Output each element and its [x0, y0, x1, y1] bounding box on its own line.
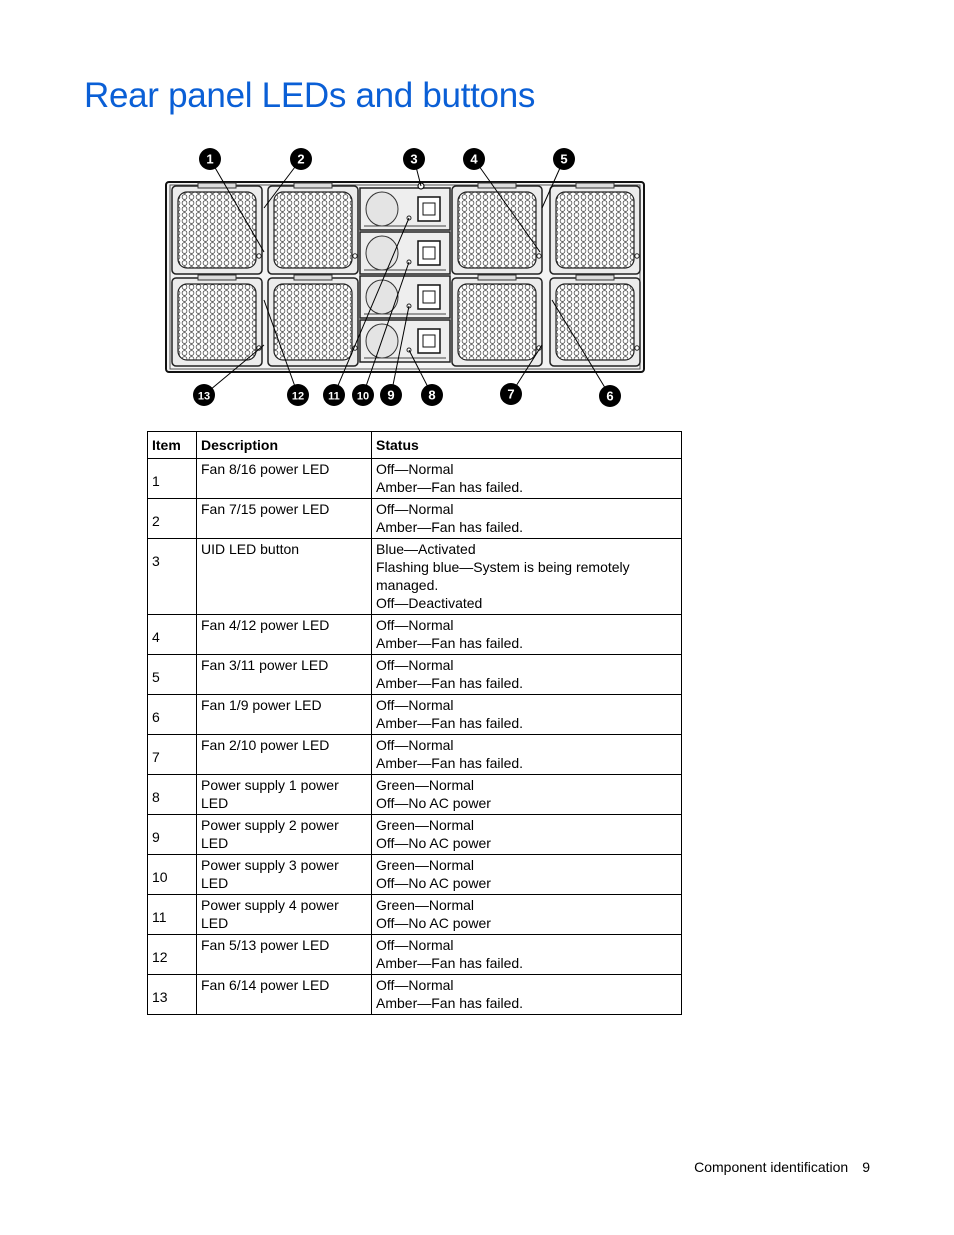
status-cell — [372, 539, 682, 615]
item-cell: 1 — [148, 459, 197, 499]
description-cell: Fan 2/10 power LED — [197, 735, 372, 775]
description-cell: Fan 6/14 power LED — [197, 975, 372, 1015]
status-line: Off—Normal — [376, 617, 454, 633]
table-row — [148, 695, 682, 735]
description-cell: Fan 8/16 power LED — [197, 459, 372, 499]
callout-number: 4 — [470, 151, 478, 167]
callout-marker — [323, 384, 345, 406]
callout-marker — [421, 384, 443, 406]
item-cell: 7 — [148, 735, 197, 775]
table-body — [148, 459, 682, 1015]
callout-number: 5 — [560, 151, 568, 167]
status-cell — [372, 615, 682, 655]
fan-module — [452, 183, 542, 274]
fan-led-icon — [257, 254, 261, 258]
status-line: Amber—Fan has failed. — [376, 635, 524, 651]
status-line: Amber—Fan has failed. — [376, 955, 524, 971]
status-cell — [372, 459, 682, 499]
power-supply — [360, 188, 450, 230]
callout-number: 11 — [328, 390, 340, 403]
status-cell — [372, 695, 682, 735]
callout-marker — [199, 148, 221, 170]
callout-number: 13 — [197, 390, 211, 403]
table-row — [148, 735, 682, 775]
status-cell — [372, 815, 682, 855]
rear-panel-figure — [160, 140, 652, 412]
status-line: Off—Normal — [376, 461, 454, 477]
callout-number: 3 — [410, 151, 418, 167]
table-row — [148, 459, 682, 499]
status-line: Green—Normal — [376, 897, 475, 913]
item-cell: 13 — [148, 975, 197, 1015]
item-cell: 10 — [148, 855, 197, 895]
page-footer — [694, 1159, 870, 1175]
callout-marker — [500, 383, 522, 405]
status-line: Flashing blue—System is being remotely managed. — [376, 559, 630, 593]
fan-led-icon — [537, 254, 541, 258]
item-cell: 12 — [148, 935, 197, 975]
callout-number: 10 — [356, 390, 370, 403]
description-cell: UID LED button — [197, 539, 372, 615]
table-row — [148, 855, 682, 895]
status-line: Amber—Fan has failed. — [376, 755, 524, 771]
callout-number: 12 — [291, 390, 305, 403]
callout-number: 7 — [507, 386, 515, 402]
description-cell: Power supply 4 power LED — [197, 895, 372, 935]
status-cell — [372, 655, 682, 695]
power-supply — [360, 276, 450, 318]
status-line: Off—Normal — [376, 697, 454, 713]
callout-number: 9 — [387, 387, 395, 403]
status-line: Green—Normal — [376, 817, 475, 833]
status-cell — [372, 935, 682, 975]
table-row — [148, 975, 682, 1015]
description-cell: Fan 1/9 power LED — [197, 695, 372, 735]
callout-marker — [553, 148, 575, 170]
status-line: Off—No AC power — [376, 915, 491, 931]
callout-marker — [287, 384, 309, 406]
status-cell — [372, 895, 682, 935]
status-line: Off—No AC power — [376, 835, 491, 851]
status-cell — [372, 975, 682, 1015]
fan-module — [550, 275, 640, 366]
header-description: Description — [197, 432, 372, 459]
table-row — [148, 935, 682, 975]
item-cell: 5 — [148, 655, 197, 695]
item-cell: 3 — [148, 539, 197, 615]
description-cell: Power supply 1 power LED — [197, 775, 372, 815]
status-line: Blue—Activated — [376, 541, 476, 557]
description-cell: Fan 3/11 power LED — [197, 655, 372, 695]
status-line: Off—Deactivated — [376, 595, 483, 611]
fan-module — [268, 275, 358, 366]
table-row — [148, 615, 682, 655]
fan-led-icon — [353, 254, 357, 258]
callout-number: 8 — [428, 387, 436, 403]
description-cell: Power supply 2 power LED — [197, 815, 372, 855]
callout-marker — [352, 384, 374, 406]
status-cell — [372, 499, 682, 539]
header-item: Item — [148, 432, 197, 459]
table-row — [148, 815, 682, 855]
item-cell: 11 — [148, 895, 197, 935]
callout-marker — [290, 148, 312, 170]
status-line: Off—Normal — [376, 501, 454, 517]
item-cell: 4 — [148, 615, 197, 655]
fan-module — [550, 183, 640, 274]
power-supply — [360, 232, 450, 274]
fan-module — [452, 275, 542, 366]
table-header-row — [148, 432, 682, 459]
status-line: Off—Normal — [376, 977, 454, 993]
callout-marker — [599, 385, 621, 407]
status-line: Amber—Fan has failed. — [376, 715, 524, 731]
status-line: Amber—Fan has failed. — [376, 479, 524, 495]
fan-module — [172, 183, 262, 274]
status-line: Off—No AC power — [376, 795, 491, 811]
led-status-table — [147, 431, 682, 1015]
status-line: Off—Normal — [376, 657, 454, 673]
callout-marker — [193, 384, 215, 406]
callout-number: 1 — [206, 151, 214, 167]
status-line: Off—Normal — [376, 737, 454, 753]
table-row — [148, 895, 682, 935]
fan-module — [172, 275, 262, 366]
callout-number: 2 — [297, 151, 305, 167]
status-cell — [372, 775, 682, 815]
table-row — [148, 539, 682, 615]
rear-panel-diagram — [160, 140, 652, 412]
page-number: 9 — [862, 1159, 870, 1175]
status-line: Off—Normal — [376, 937, 454, 953]
footer-section: Component identification — [694, 1159, 849, 1175]
status-line: Green—Normal — [376, 777, 475, 793]
callout-marker — [380, 384, 402, 406]
table-row — [148, 655, 682, 695]
description-cell: Fan 4/12 power LED — [197, 615, 372, 655]
table-row — [148, 499, 682, 539]
fan-led-icon — [635, 346, 639, 350]
status-cell — [372, 735, 682, 775]
page-title: Rear panel LEDs and buttons — [84, 76, 536, 115]
item-cell: 2 — [148, 499, 197, 539]
fan-led-icon — [635, 254, 639, 258]
item-cell: 6 — [148, 695, 197, 735]
callout-marker — [403, 148, 425, 170]
item-cell: 8 — [148, 775, 197, 815]
status-line: Amber—Fan has failed. — [376, 675, 524, 691]
table-row — [148, 775, 682, 815]
description-cell: Power supply 3 power LED — [197, 855, 372, 895]
callout-marker — [463, 148, 485, 170]
status-line: Amber—Fan has failed. — [376, 519, 524, 535]
status-line: Green—Normal — [376, 857, 475, 873]
status-line: Amber—Fan has failed. — [376, 995, 524, 1011]
callout-number: 6 — [606, 388, 614, 404]
header-status: Status — [372, 432, 682, 459]
status-line: Off—No AC power — [376, 875, 491, 891]
item-cell: 9 — [148, 815, 197, 855]
fan-module — [268, 183, 358, 274]
description-cell: Fan 5/13 power LED — [197, 935, 372, 975]
status-cell — [372, 855, 682, 895]
description-cell: Fan 7/15 power LED — [197, 499, 372, 539]
